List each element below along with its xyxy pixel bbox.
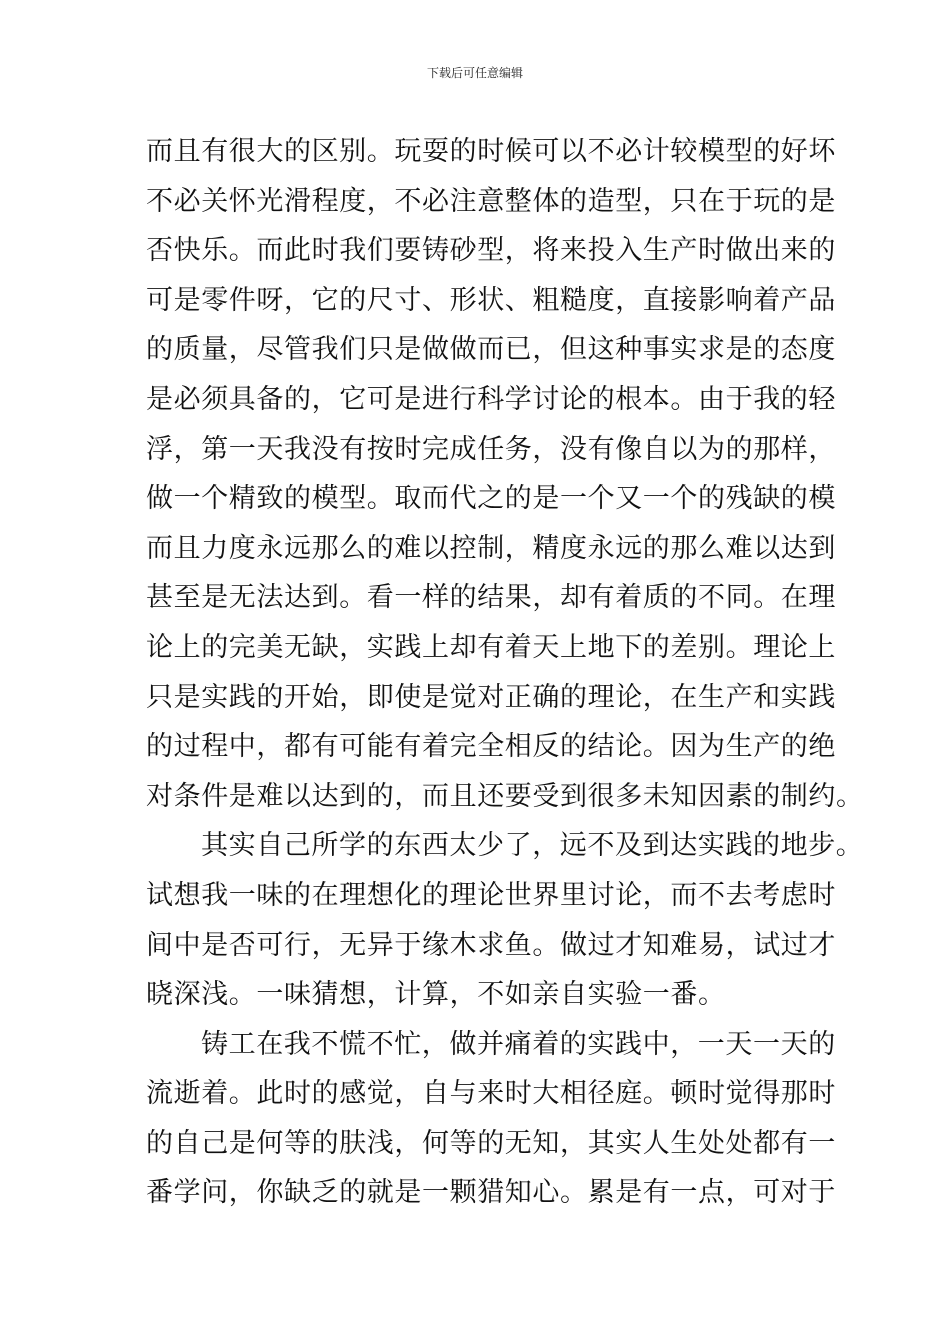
paragraph-start-line: 铸工在我不慌不忙，做并痛着的实践中，一天一天的 bbox=[201, 1028, 836, 1060]
text-line: 对条件是难以达到的，而且还要受到很多未知因素的制约。 bbox=[146, 780, 864, 812]
text-line: 做一个精致的模型。取而代之的是一个又一个的残缺的模 bbox=[146, 483, 836, 515]
document-body bbox=[146, 127, 864, 1218]
text-line: 的自己是何等的肤浅，何等的无知，其实人生处处都有一 bbox=[146, 1127, 836, 1159]
text-line: 论上的完美无缺，实践上却有着天上地下的差别。理论上 bbox=[146, 631, 836, 663]
text-line: 试想我一味的在理想化的理论世界里讨论，而不去考虑时 bbox=[146, 879, 836, 911]
text-line: 晓深浅。一味猜想，计算，不如亲自实验一番。 bbox=[146, 979, 726, 1011]
page-header: 下载后可任意编辑 bbox=[426, 66, 523, 80]
text-line: 流逝着。此时的感觉，自与来时大相径庭。顿时觉得那时 bbox=[146, 1078, 836, 1110]
text-line: 而且有很大的区别。玩耍的时候可以不必计较模型的好坏 bbox=[146, 136, 836, 167]
text-line: 只是实践的开始，即使是觉对正确的理论，在生产和实践 bbox=[146, 681, 836, 713]
text-line: 不必关怀光滑程度，不必注意整体的造型，只在于玩的是 bbox=[146, 185, 836, 217]
text-line: 而且力度永远那么的难以控制，精度永远的那么难以达到 bbox=[146, 532, 836, 564]
text-line: 可是零件呀，它的尺寸、形状、粗糙度，直接影响着产品 bbox=[146, 284, 836, 316]
text-line: 的质量，尽管我们只是做做而已，但这种事实求是的态度 bbox=[146, 334, 836, 366]
text-line: 否快乐。而此时我们要铸砂型，将来投入生产时做出来的 bbox=[146, 235, 836, 267]
text-line: 的过程中，都有可能有着完全相反的结论。因为生产的绝 bbox=[146, 731, 836, 763]
text-line: 甚至是无法达到。看一样的结果，却有着质的不同。在理 bbox=[146, 582, 836, 614]
paragraph-start-line: 其实自己所学的东西太少了，远不及到达实践的地步。 bbox=[201, 830, 864, 862]
text-line: 间中是否可行，无异于缘木求鱼。做过才知难易，试过才 bbox=[146, 929, 836, 961]
text-line: 是必须具备的，它可是进行科学讨论的根本。由于我的轻 bbox=[146, 383, 836, 415]
text-line: 浮，第一天我没有按时完成任务，没有像自以为的那样， bbox=[146, 433, 836, 465]
text-line: 番学问，你缺乏的就是一颗猎知心。累是有一点，可对于 bbox=[146, 1177, 836, 1209]
